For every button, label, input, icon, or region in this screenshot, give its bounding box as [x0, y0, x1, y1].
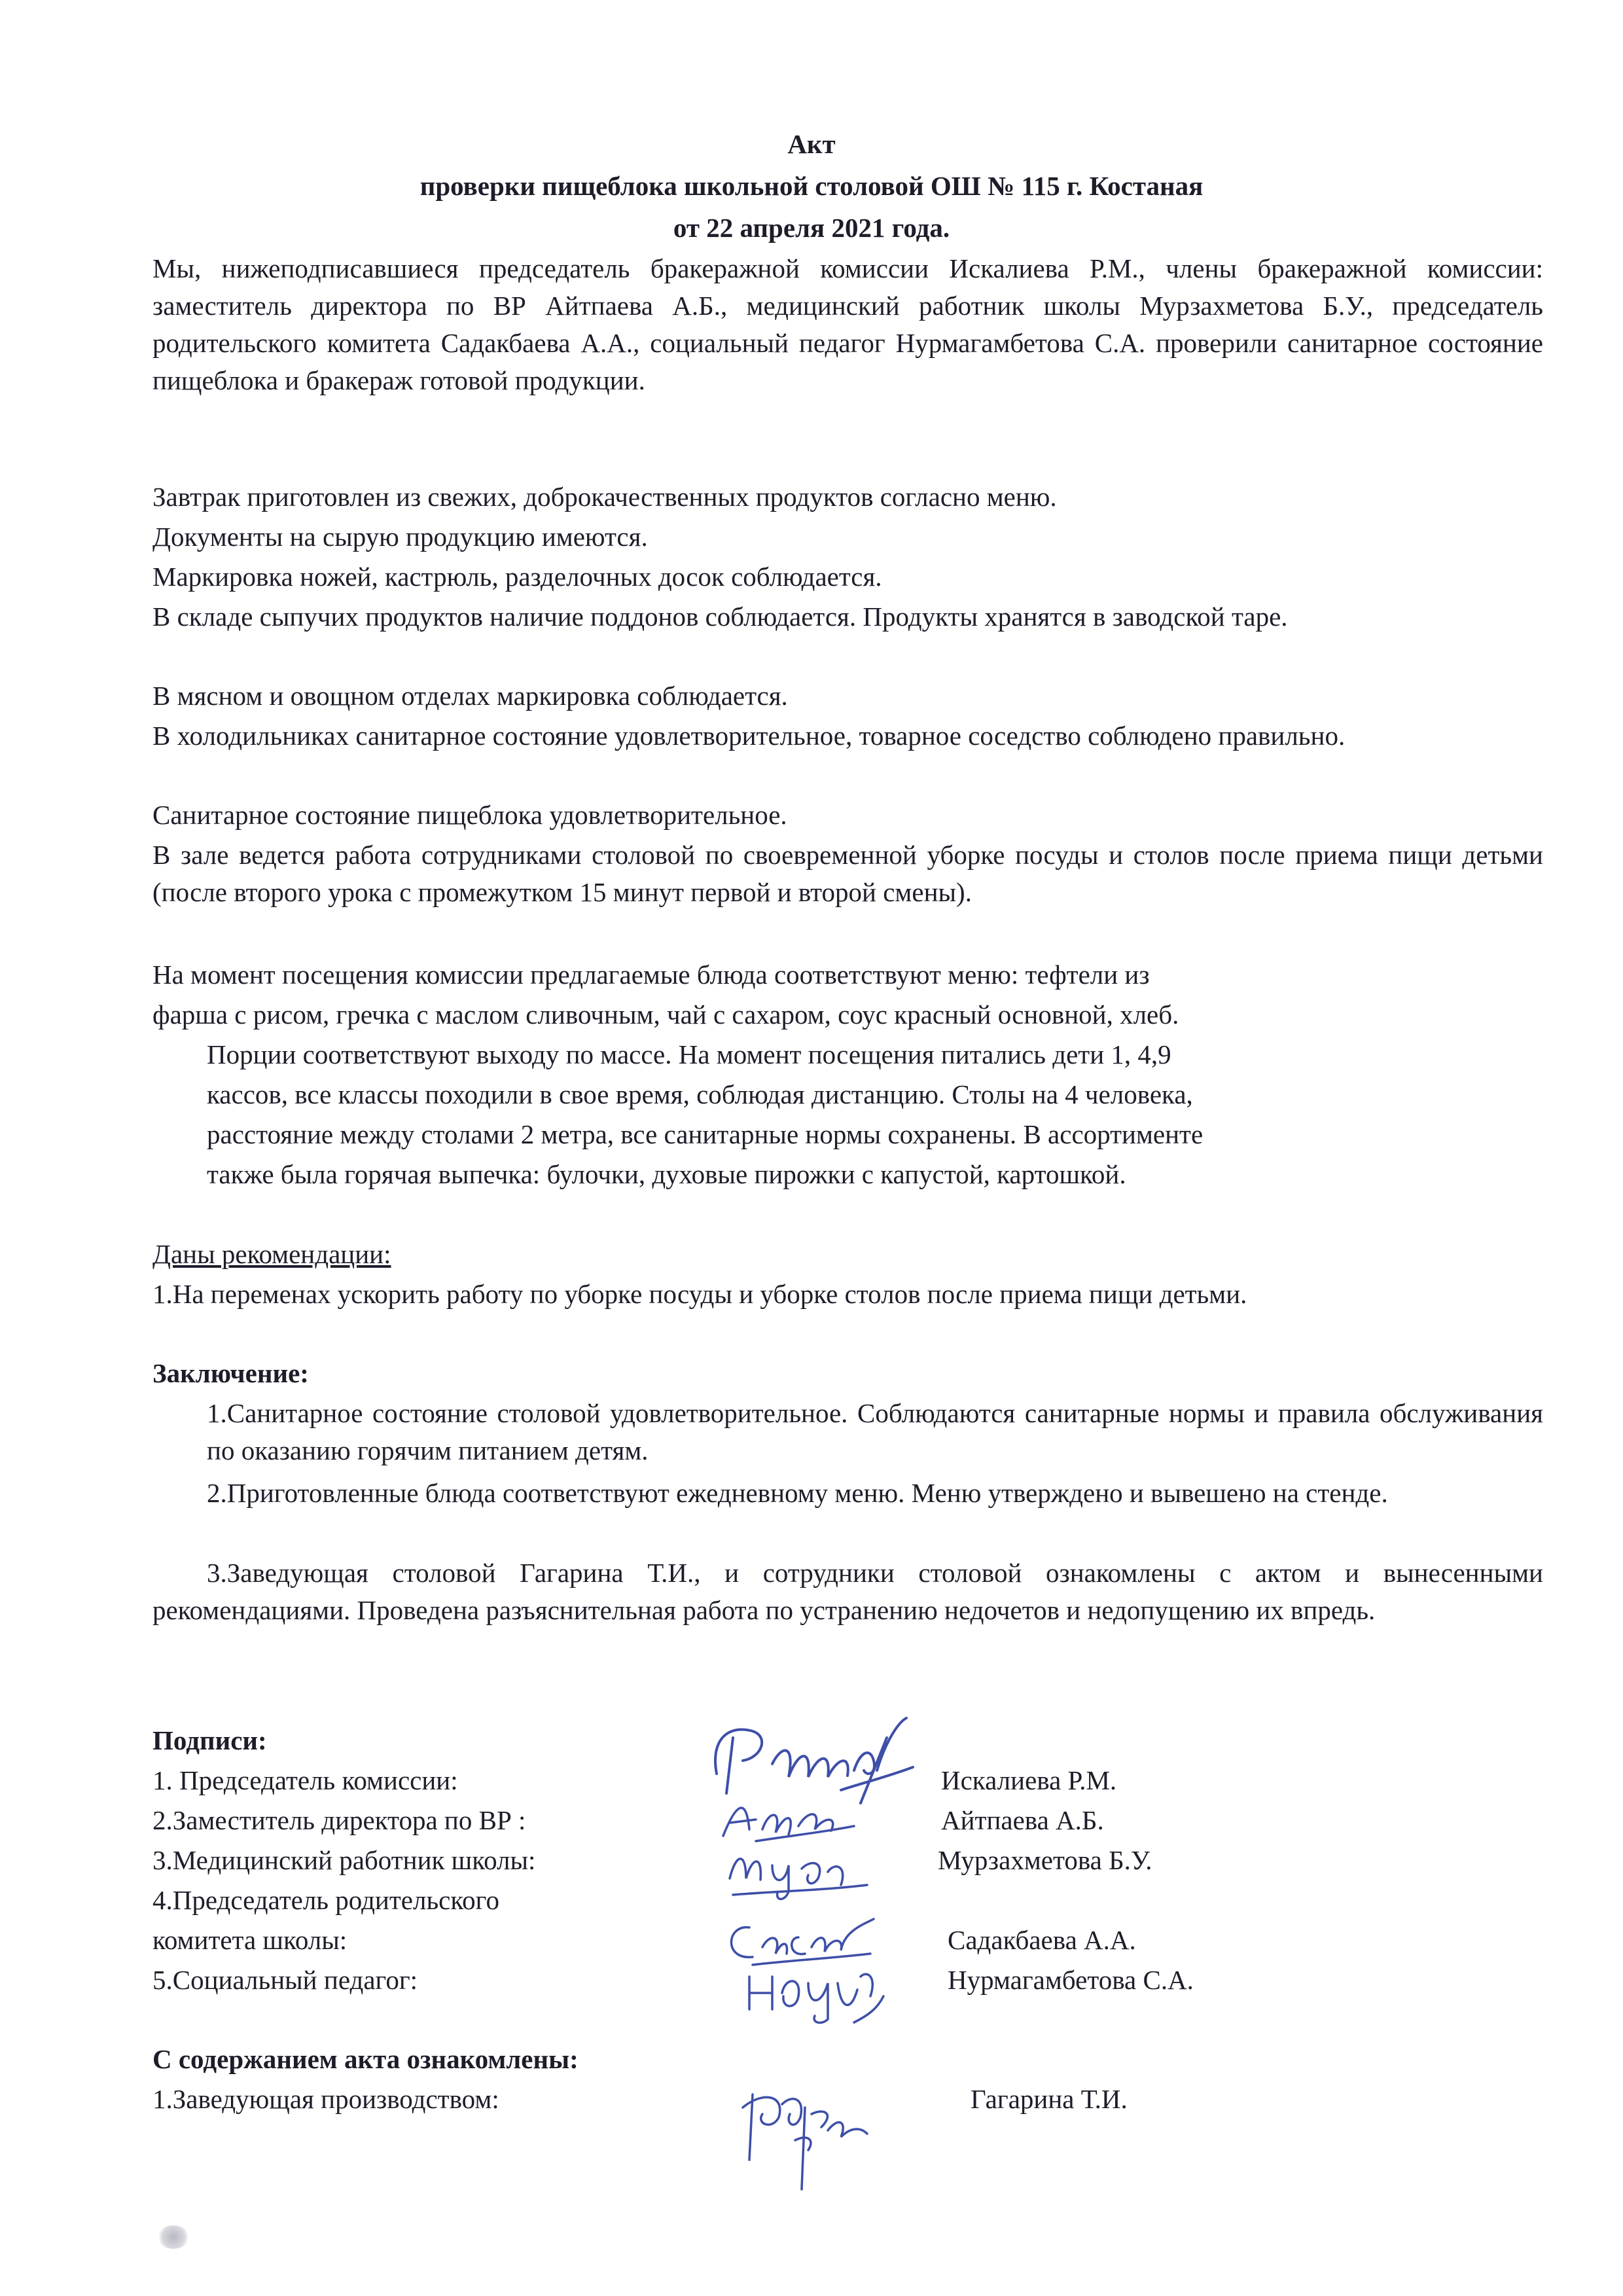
- document-title: Акт: [787, 129, 836, 159]
- finding-3: Маркировка ножей, кастрюль, разделочных досок соблюдается.: [152, 562, 882, 592]
- finding-7: Санитарное состояние пищеблока удовлетворительное.: [152, 800, 787, 830]
- finding-6: В холодильниках санитарное состояние удовлетворительное, товарное соседство соблюдено правильно.: [152, 721, 1346, 751]
- finding-9: На момент посещения комиссии предлагаемые блюда соответствуют меню: тефтели из: [152, 960, 1150, 990]
- finding-8: В зале ведется работа сотрудниками столовой по своевременной уборке посуды и столов после приема пищи детьми (после второго урока с промежутком 15 минут первой и второй смены).: [152, 840, 1543, 907]
- portions-line-4: также была горячая выпечка: булочки, духовые пирожки с капустой, картошкой.: [207, 1159, 1126, 1189]
- signature-role: 3.Медицинский работник школы:: [152, 1845, 536, 1875]
- conclusion-item-1: 1.Санитарное состояние столовой удовлетворительное. Соблюдаются санитарные нормы и правила обслуживания по оказанию горячим питанием детям.: [207, 1398, 1543, 1465]
- finding-5: В мясном и овощном отделах маркировка соблюдается.: [152, 681, 788, 711]
- acknowledgement-name: Гагарина Т.И.: [971, 2084, 1128, 2114]
- signature-production-head-icon: [730, 2068, 880, 2199]
- signature-name: Искалиева Р.М.: [941, 1765, 1117, 1795]
- finding-1: Завтрак приготовлен из свежих, доброкачественных продуктов согласно меню.: [152, 482, 1057, 512]
- signature-name: Мурзахметова Б.У.: [938, 1845, 1152, 1875]
- conclusion-item-2: 2.Приготовленные блюда соответствуют ежедневному меню. Меню утверждено и вывешено на стенде.: [207, 1478, 1388, 1508]
- signature-medical-icon: [720, 1839, 877, 1905]
- signature-role: 5.Социальный педагог:: [152, 1965, 418, 1995]
- finding-4: В складе сыпучих продуктов наличие поддонов соблюдается. Продукты хранятся в заводской таре.: [152, 601, 1288, 632]
- signature-role: 2.Заместитель директора по ВР :: [152, 1805, 526, 1835]
- portions-line-1: Порции соответствуют выходу по массе. На момент посещения питались дети 1, 4,9: [207, 1039, 1171, 1069]
- document-date: от 22 апреля 2021 года.: [673, 213, 950, 243]
- signatures-heading: Подписи:: [152, 1725, 267, 1755]
- conclusion-heading: Заключение:: [152, 1358, 309, 1388]
- recommendation-1: 1.На переменах ускорить работу по уборке посуды и уборке столов после приема пищи детьми.: [152, 1279, 1247, 1309]
- document-subtitle: проверки пищеблока школьной столовой ОШ № 115 г. Костаная: [419, 171, 1204, 201]
- signature-name: Айтпаева А.Б.: [941, 1805, 1104, 1835]
- finding-10: фарша с рисом, гречка с маслом сливочным, чай с сахаром, соус красный основной, хлеб.: [152, 999, 1179, 1030]
- portions-line-2: кассов, все классы походили в свое время, соблюдая дистанцию. Столы на 4 человека,: [207, 1079, 1193, 1109]
- signature-social-pedagogue-icon: [736, 1957, 887, 2029]
- portions-line-3: расстояние между столами 2 метра, все санитарные нормы сохранены. В ассортименте: [207, 1119, 1204, 1149]
- acknowledgement-heading: С содержанием акта ознакомлены:: [152, 2044, 579, 2074]
- intro-paragraph: Мы, нижеподписавшиеся председатель бракеражной комиссии Искалиева Р.М., члены бракеражной комиссии: заместитель директора по ВР Айтпаева А.Б., медицинский работник школы Мурзахметова Б.У., председатель родительского комитета Садакбаева А.А., социальный педагог Нурмагамбетова С.А. проверили санитарное состояние пищеблока и бракераж готовой продукции.: [152, 253, 1543, 395]
- scan-smudge: [157, 2225, 190, 2249]
- signature-name: Нурмагамбетова С.А.: [948, 1965, 1194, 1995]
- finding-2: Документы на сырую продукцию имеются.: [152, 522, 648, 552]
- recommendations-heading: Даны рекомендации:: [152, 1239, 391, 1269]
- signature-role: 1. Председатель комиссии:: [152, 1765, 458, 1795]
- acknowledgement-role: 1.Заведующая производством:: [152, 2084, 499, 2114]
- signature-role: комитета школы:: [152, 1925, 348, 1955]
- signature-name: Садакбаева А.А.: [948, 1925, 1136, 1955]
- signature-role: 4.Председатель родительского: [152, 1885, 499, 1915]
- conclusion-item-3: 3.Заведующая столовой Гагарина Т.И., и сотрудники столовой ознакомлены с актом и вынесенными рекомендациями. Проведена разъяснительная работа по устранению недочетов и недопущению их впредь.: [152, 1558, 1543, 1625]
